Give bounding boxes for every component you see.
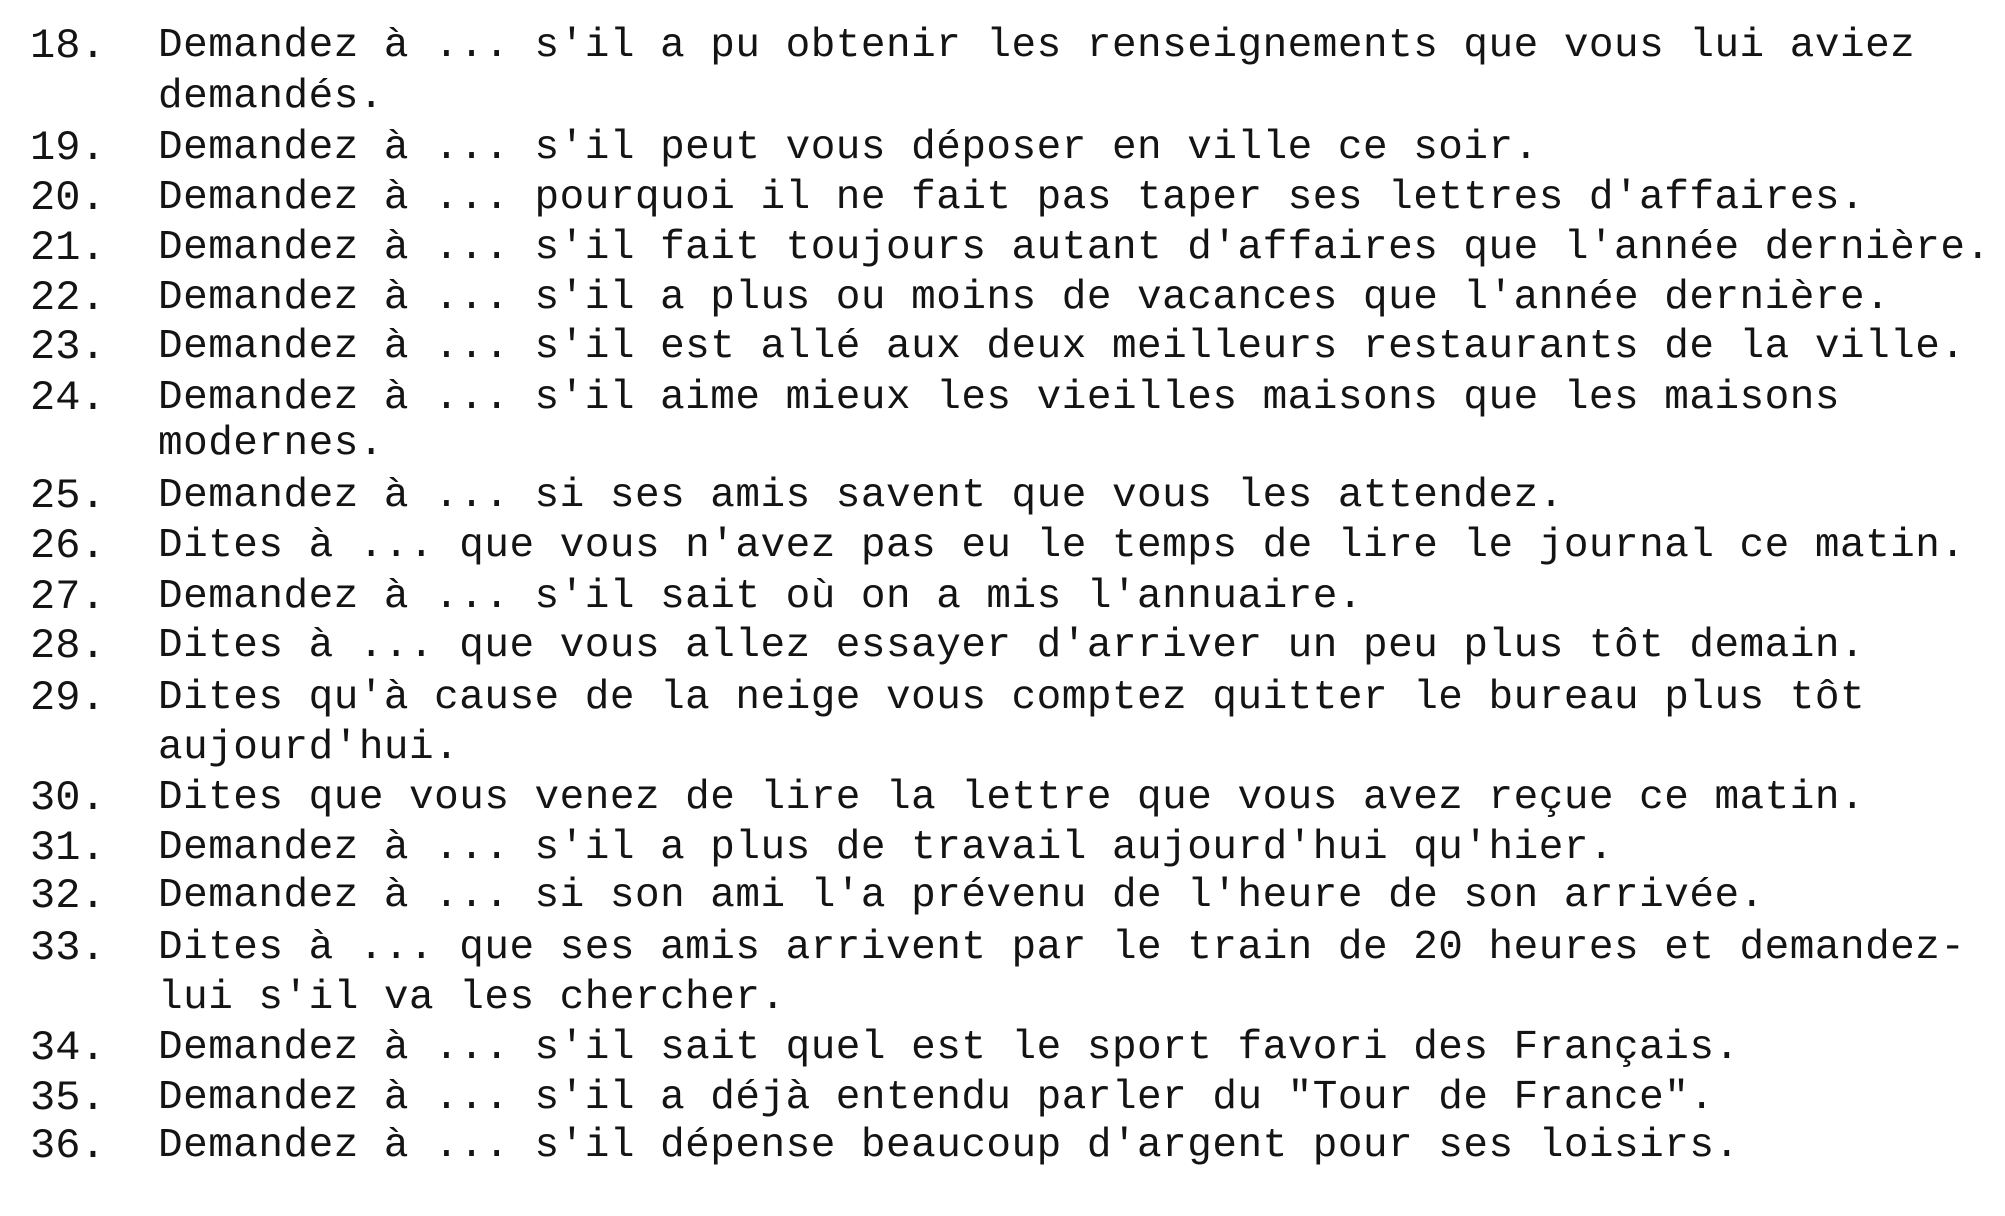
exercise-number: 24.	[30, 374, 106, 422]
exercise-item	[30, 571, 2005, 623]
exercise-number: 28.	[30, 622, 106, 670]
exercise-item	[30, 122, 2005, 174]
exercise-text: Demandez à ... si ses amis savent que vous les attendez.	[158, 473, 1564, 519]
exercise-number: 35.	[30, 1074, 106, 1122]
exercise-item	[30, 620, 2005, 672]
exercise-text-continuation: lui s'il va les chercher.	[158, 975, 786, 1021]
exercise-item	[30, 20, 2005, 120]
exercise-text: Demandez à ... s'il a plus ou moins de vacances que l'année dernière.	[158, 275, 1891, 321]
exercise-number: 25.	[30, 472, 106, 520]
exercise-number: 33.	[30, 924, 106, 972]
exercise-text: Demandez à ... s'il aime mieux les vieilles maisons que les maisons	[158, 375, 1840, 421]
exercise-text: Demandez à ... s'il sait où on a mis l'annuaire.	[158, 574, 1363, 620]
exercise-item	[30, 172, 2005, 224]
exercise-item	[30, 922, 2005, 1021]
exercise-number: 36.	[30, 1122, 106, 1170]
exercise-number: 30.	[30, 774, 106, 822]
exercise-text: Demandez à ... pourquoi il ne fait pas taper ses lettres d'affaires.	[158, 175, 1866, 221]
exercise-item	[30, 520, 2005, 572]
exercise-number: 23.	[30, 323, 106, 371]
exercise-item	[30, 772, 2005, 824]
exercise-text: Dites à ... que vous n'avez pas eu le temps de lire le journal ce matin.	[158, 523, 1966, 569]
exercise-number: 34.	[30, 1024, 106, 1072]
exercise-number: 19.	[30, 124, 106, 172]
exercise-text-continuation: modernes.	[158, 421, 384, 467]
exercise-number: 22.	[30, 274, 106, 322]
exercise-item	[30, 222, 2005, 274]
exercise-number: 20.	[30, 174, 106, 222]
exercise-text-continuation: aujourd'hui.	[158, 725, 460, 771]
exercise-number: 27.	[30, 573, 106, 621]
exercise-number: 31.	[30, 824, 106, 872]
exercise-number: 18.	[30, 22, 106, 70]
exercise-item	[30, 870, 2005, 922]
exercise-number: 26.	[30, 522, 106, 570]
exercise-text: Demandez à ... s'il fait toujours autant d'affaires que l'année dernière.	[158, 225, 1991, 271]
exercise-text: Demandez à ... s'il a pu obtenir les renseignements que vous lui aviez	[158, 23, 1916, 69]
exercise-text: Dites à ... que vous allez essayer d'arriver un peu plus tôt demain.	[158, 623, 1866, 669]
exercise-number: 21.	[30, 224, 106, 272]
exercise-text: Demandez à ... s'il peut vous déposer en ville ce soir.	[158, 125, 1539, 171]
exercise-text: Demandez à ... s'il sait quel est le sport favori des Français.	[158, 1025, 1740, 1071]
exercise-item	[30, 1072, 2005, 1124]
exercise-text: Demandez à ... si son ami l'a prévenu de l'heure de son arrivée.	[158, 873, 1765, 919]
exercise-item	[30, 822, 2005, 874]
exercise-text: Demandez à ... s'il est allé aux deux meilleurs restaurants de la ville.	[158, 324, 1966, 370]
exercise-item	[30, 470, 2005, 522]
exercise-item	[30, 372, 2005, 467]
exercise-item	[30, 321, 2005, 373]
exercise-text: Dites que vous venez de lire la lettre que vous avez reçue ce matin.	[158, 775, 1866, 821]
exercise-item	[30, 1022, 2005, 1074]
exercise-number: 32.	[30, 872, 106, 920]
exercise-item	[30, 1120, 2005, 1172]
exercise-text: Demandez à ... s'il a déjà entendu parler du "Tour de France".	[158, 1075, 1715, 1121]
exercise-text: Demandez à ... s'il a plus de travail aujourd'hui qu'hier.	[158, 825, 1615, 871]
exercise-text-continuation: demandés.	[158, 74, 384, 120]
exercise-text: Dites qu'à cause de la neige vous comptez quitter le bureau plus tôt	[158, 675, 1866, 721]
exercise-item	[30, 272, 2005, 324]
exercise-item	[30, 672, 2005, 771]
exercise-text: Dites à ... que ses amis arrivent par le train de 20 heures et demandez-	[158, 925, 1966, 971]
exercise-text: Demandez à ... s'il dépense beaucoup d'argent pour ses loisirs.	[158, 1123, 1740, 1169]
exercise-number: 29.	[30, 674, 106, 722]
